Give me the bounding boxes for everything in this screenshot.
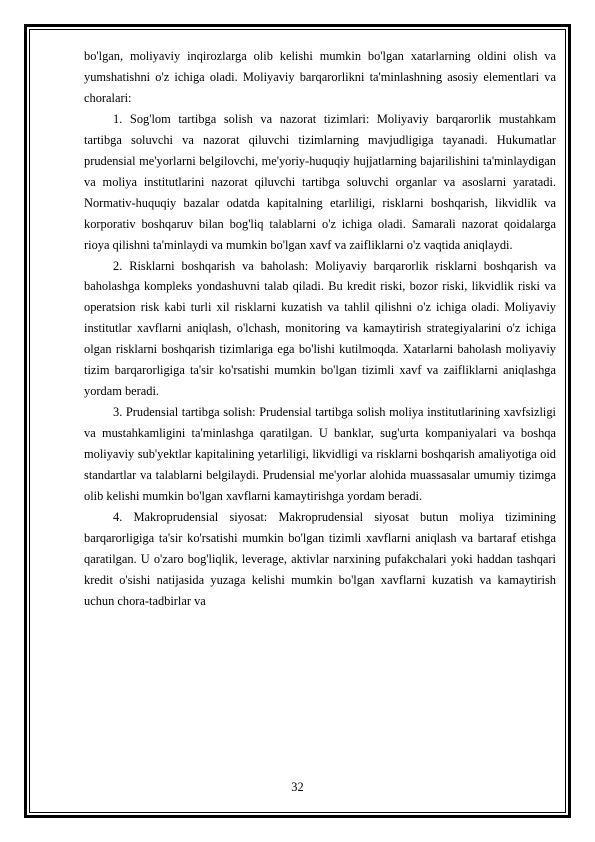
page-body	[84, 46, 556, 612]
list-item-2: 2. Risklarni boshqarish va baholash: Moliyaviy barqarorlik risklarni boshqarish va baholashga kompleks yondashuvni talab qiladi. Bu kredit riski, bozor riski, likvidlik riski va operatsion risk kabi turli xil risklarni kuzatish va tahlil qilishni o'z ichiga oladi. Moliyaviy institutlar xavflarni aniqlash, o'lchash, monitoring va kamaytirish strategiyalarini o'z ichiga olgan risklarni boshqarish tizimlariga ega bo'lishi kutilmoqda. Xatarlarni baholash moliyaviy tizim barqarorligiga ta'sir ko'rsatishi mumkin bo'lgan tizimli xavf va zaifliklarni aniqlashga yordam beradi.	[84, 258, 556, 399]
list-item-4: 4. Makroprudensial siyosat: Makroprudensial siyosat butun moliya tizimining barqarorligiga ta'sir ko'rsatishi mumkin bo'lgan tizimli xavflarni aniqlash va bartaraf etishga qaratilgan. U o'zaro bog'liqlik, leverage, aktivlar narxining pufakchalari yoki haddan tashqari kredit o'sishi natijasida yuzaga kelishi mumkin bo'lgan xavflarni kuzatish va kamaytirish uchun chora-tadbirlar va	[84, 509, 556, 608]
list-item-1: 1. Sog'lom tartibga solish va nazorat tizimlari: Moliyaviy barqarorlik mustahkam tartibga soluvchi va nazorat qiluvchi tizimlarning mavjudligiga tayanadi. Hukumatlar prudensial me'yorlarni belgilovchi, me'yoriy-huquqiy hujjatlarning bajarilishini ta'minlaydigan va moliya institutlarini nazorat qiluvchi tartibga soluvchi organlar va asoslarni yaratadi. Normativ-huquqiy bazalar odatda kapitalning etarliligi, risklarni boshqarish, likvidlik va korporativ boshqaruv bilan bog'liq talablarni o'z ichiga oladi. Samarali nazorat qoidalarga rioya qilishni ta'minlaydi va mumkin bo'lgan xavf va zaifliklarni o'z vaqtida aniqlaydi.	[84, 111, 556, 252]
page-number: 32	[291, 780, 304, 794]
intro-paragraph: bo'lgan, moliyaviy inqirozlarga olib kelishi mumkin bo'lgan xatarlarning oldini olish va yumshatishni o'z ichiga oladi. Moliyaviy barqarorlikni ta'minlashning asosiy elementlari va choralari:	[84, 49, 556, 105]
list-item-3: 3. Prudensial tartibga solish: Prudensial tartibga solish moliya institutlarining xavfsizligi va mustahkamligini ta'minlashga qaratilgan. U banklar, sug'urta kompaniyalari va boshqa moliyaviy sub'yektlar kapitalining yetarliligi, likvidligi va risklarni boshqarish amaliyotiga oid standartlar va talablarni belgilaydi. Prudensial me'yorlar alohida muassasalar umumiy tizimga olib kelishi mumkin bo'lgan xavflarni kamaytirishga yordam beradi.	[84, 405, 556, 504]
